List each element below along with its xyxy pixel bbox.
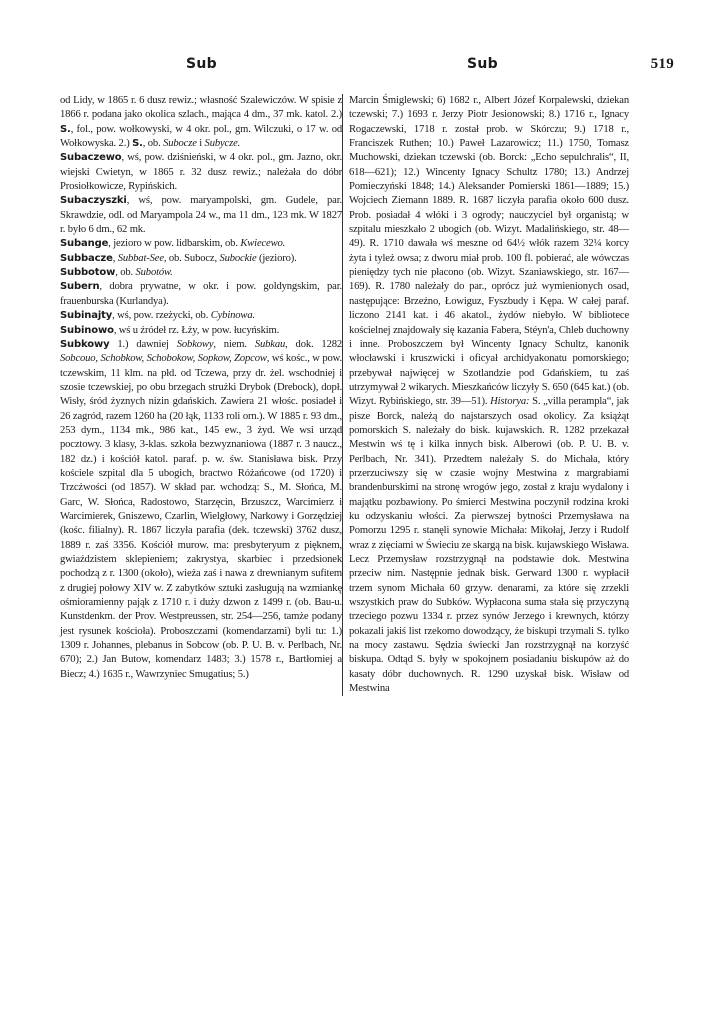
historya-label: Historya: bbox=[490, 396, 530, 408]
entry-subbacze: Subbacze, Subbat-See, ob. Subocz, Subockie (jezioro). bbox=[60, 252, 297, 264]
entry-subkowy: Subkowy 1.) dawniej Sobkowy, niem. Subkau, dok. 1282 Sobcouo, Schobkow, Schobokow, Sopkow, Zopcow, wś kośc., w pow. tczewskim, 11 klm. na płd. od Tczewa, przy dr. żel. wschodniej i szosie tczewskiej, po obu brzegach strużki Drybok (Drebock), dopł. Wisły, śród żyznych nizin gdańskich. Zawiera 21 włośc. posiadeł i 26 zagród, razem 1260 ha (20 łąk, 1133 roli orn.). W 1885 r. 93 dm., 253 dym., 1134 mk., 986 kat., 145 ew., 3 żyd. We wsi urząd pocztowy. 3 klasy, 3-klas. szkoła bezwyznaniowa (1887 r. 3 naucz., 182 dz.) i kościół katol. paraf. p. w. św. Stanisława bisk. Przy kościele szpital dla 5 ubogich, bractwo Różańcowe (od 1720) i Trzcźwości (od 1857). W skład par. wchodzą: S., M. Słońca, M. Garc, W. Słońca, Radostowo, Starzęcin, Brzuszcz, Warcimierz i Warcimierek, Gniszewo, Czarlin, Wielgłowy, Narkowy i Gorzędziej (kośc. filialny). R. 1867 liczyła parafia (dek. tczewski) 3762 dusz, 1889 r. zaś 3356. Kościół murow. ma: presbyteryum z pięknem, gwiaździstem sklepieniem; zakrystya, skarbiec i przedsionek pochodzą z r. 1300 (około), wieża zaś i nawa z drewnianym sufitem z drugiej połowy XIV w. Z zabytków sztuki zasługują na wzmiankę ośmioramienny pająk z 1710 r. i duży dzwon z 1499 r. (ob. Bau-u. Kunstdenkm. der Prov. Westpreussen, str. 254—256, tamże podany jest rysunek kościoła). Proboszczami (komendarzami) byli tu: 1.) 1309 r. Johannes, plebanus in Sobcow (ob. P. U. B. v. Perlbach, Nr. 670); 2.) Jan Butow, komendarz 1483; 3.) 1578 r., Bartłomiej a Biecz; 4.) 1635 r., Wawrzyniec Smugatius; 5.) bbox=[60, 338, 343, 680]
running-head-left: Sub bbox=[186, 56, 217, 72]
left-column bbox=[60, 94, 342, 682]
right-column bbox=[342, 94, 629, 696]
dictionary-page bbox=[50, 44, 678, 974]
entry-subinowo: Subinowo, wś u źródeł rz. Łży, w pow. łucyńskim. bbox=[60, 324, 280, 336]
entry-subinajty: Subinajty, wś, pow. rzeżycki, ob. Cybinowa. bbox=[60, 310, 255, 322]
entry-subaczyszki: Subaczyszki, wś, pow. maryampolski, gm. Gudele, par. Skrawdzie, odl. od Maryampola 24 w., ma 11 dm., 123 mk. W 1827 r. było 6 dm., 62 mk. bbox=[60, 195, 342, 236]
entry-subaczewo: Subaczewo, wś, pow. dziśnieński, w 4 okr. pol., gm. Jazno, okr. wiejski Cwietyn, w 1865 r. 32 dusz rewiz.; należała do dóbr Prosiołkowicze, Rypińskich. bbox=[60, 152, 342, 193]
page-number: 519 bbox=[650, 56, 674, 72]
running-head-right: Sub bbox=[467, 56, 498, 72]
entry-subbotow: Subbotow, ob. Subotów. bbox=[60, 267, 173, 279]
entry-subange: Subange, jezioro w pow. lidbarskim, ob. Kwiecewo. bbox=[60, 238, 286, 250]
entry-subkowy-continued: Marcin Śmiglewski; 6) 1682 r., Albert Józef Korpalewski, dziekan tczewski; 7.) 1693 r. Jerzy Piotr Jesionowski; 8.) 1716 r., Ignacy Rogaczewski, 1718 r. został prob. w Skórczu; 9.) 1718 r., Franciszek Ruthen; 10.) Paweł Lazarowicz; 11.) 1750, Tomasz Muchowski, dziekan tczewski (ob. Borck: „Echo sepulchralis“, II, 618—621); 12.) Wincenty Ignacy Schultz 1780; 13.) Andrzej Pomieczyński 1848; 14.) Aleksander Pomierski 1861—1889; 15.) Wojciech Ziemann 1889. R. 1687 liczyła parafia około 600 dusz. Prob. posiadał 4 włóki i 3 ogrody; nauczyciel był organistą; w szpitalu mieszkało 2 ubogich (ob. Wizyt. Madalińskiego, str. 48—49). R. 1710 dawała wś meszne od 64½ włók razem 32¼ korcy żyta i tyleż owsa; z dworu miał prob. 100 fl. pobierać, ale wówczas pieniędzy tych nie płacono (ob. Wizyt. Szaniawskiego, str. 167—169). R. 1780 należały do par., oprócz już wymienionych osad, następujące: Brzeźno, Łowiguz, Fyszbudy i Kępa. W całej paraf. liczono 2141 kat. i 46 akatol., żydów niebyło. W bibliotece kościelnej znajdowały się kazania Fabera, Stéyn'a, Chleb duchowny i inne. Proboszczem był Wincenty Ignacy Schultz, kanonik włocławski i kruszwicki i oficyał archidyakonatu pomorskiego; przebywał najwięcej w Szotlandzie pod Gdańskiem, tu zaś utrzymywał 2 wikarych. Mieszkańców liczyły S. 650 (645 kat.) (ob. Wizyt. Rybińskiego, str. 39—51). Historya: S. „villa perampla“, jak pisze Borck, należą do najstarszych osad okolicy. Za książąt pomorskich S. należały do bisk. kujawskich. R. 1282 przekazał Mestwin wś tę i kilka innych bisk. Alberowi (ob. P. U. B. v. Perlbach, Nr. 341). Przedtem należały S. do Michała, który przerzuciwszy się w czasie wojny Mestwina z margrabiami brandenburskimi na stronę wrogów jego, został z kraju wydalony i majątku pozbawiony. Po śmierci Mestwina poczynił rodzina kroki ku odzyskaniu włości. Za pierwszej bytności Przemysława na Pomorzu 1295 r. stanęli synowie Michała: Mikołaj, Jerzy i Rudolf wraz z zięciami w Świeciu ze skargą na bisk. kujawskiego Wisława. Lecz Przemysław rozstrzygnął na podstawie dok. Mestwina przeciw nim. Następnie jednak bisk. Gerward 1300 r. wypłacił trzem synom Michała 60 grzyw. denarami, za które się zrzekli wszystkich praw do Subków. Wypłacona suma stała się przyczyną trzeciego pozwu 1334 r. przez synów Jerzego i krewnych, którzy pokazali jakiś list rzekomo dowodzący, że biskupi trzymali S. tylko na mocy zastawu. Sędzia świecki Jan rozstrzygnął na korzyść biskupa. Odtąd S. były w spokojnem posiadaniu biskupów aż do kasaty dóbr duchownych. R. 1290 uzyskał bisk. Wisław od Mestwina bbox=[349, 95, 630, 695]
page-header bbox=[50, 44, 678, 84]
entry-continuation: od Lidy, w 1865 r. 6 dusz rewiz.; własność Szalewiczów. W spisie z 1866 r. podana jako okolica szlach., mająca 4 dm., 37 mk. katol. 2.) S., fol., pow. wołkowyski, w 4 okr. pol., gm. Wilczuki, o 17 w. od Wołkowyska. 2.) S., ob. Subocze i Subycze. bbox=[60, 95, 342, 150]
entry-subern: Subern, dobra prywatne, w okr. i pow. goldyngskim, par. frauenburska (Kurlandya). bbox=[60, 281, 342, 307]
